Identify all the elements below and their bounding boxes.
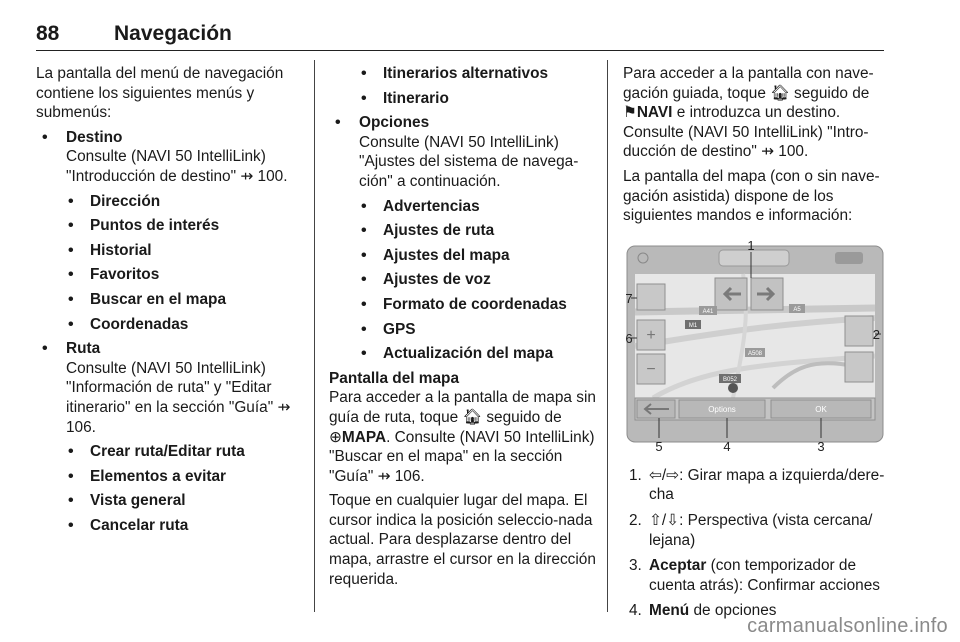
callout-7: 7 — [625, 290, 633, 306]
home-icon: 🏠︎ — [770, 84, 790, 102]
callout-3: 3 — [817, 438, 825, 454]
submenu-item: • Ajustes de ruta — [329, 221, 597, 241]
page-header — [36, 22, 232, 46]
column-3 — [623, 64, 889, 627]
submenu-item: • Itinerarios alternativos — [329, 64, 597, 84]
svg-text:B052: B052 — [722, 376, 738, 383]
column-1 — [36, 64, 298, 540]
svg-text:Options: Options — [708, 404, 736, 414]
opciones-text: Consulte (NAVI 50 IntelliLink) "Ajustes del sistema de navega‐ción" a continuación. — [359, 133, 579, 190]
column-divider — [607, 60, 608, 612]
svg-text:A41: A41 — [702, 308, 714, 315]
map-screen-figure — [623, 238, 887, 456]
submenu-item: • Advertencias — [329, 197, 597, 217]
callout-6: 6 — [625, 330, 633, 346]
submenu-item: • GPS — [329, 320, 597, 340]
submenu-item: • Favoritos — [36, 265, 298, 285]
submenu-item: • Historial — [36, 241, 298, 261]
svg-text:OK: OK — [815, 404, 827, 414]
destino-text: Consulte (NAVI 50 IntelliLink) "Introducción de destino" ⇸ 100. — [66, 148, 288, 185]
submenu-item: • Dirección — [36, 192, 298, 212]
submenu-item: • Actualización del mapa — [329, 344, 597, 364]
page-title: Navegación — [114, 22, 232, 45]
callout-2: 2 — [872, 326, 880, 342]
submenu-item: • Vista general — [36, 491, 298, 511]
pantalla-paragraph-2: Toque en cualquier lugar del mapa. El cursor indica la posición seleccio‐nada actual. Para desplazarse dentro del mapa, arrastre el cursor en la dirección requerida. — [329, 492, 596, 588]
column-divider — [314, 60, 315, 612]
watermark: carmanualsonline.info — [747, 615, 948, 637]
submenu-item: • Crear ruta/Editar ruta — [36, 442, 298, 462]
submenu-item: • Formato de coordenadas — [329, 295, 597, 315]
page-number: 88 — [36, 22, 60, 45]
submenu-item: • Itinerario — [329, 89, 597, 109]
nav-paragraph-2: La pantalla del mapa (con o sin nave‐gación asistida) dispone de los siguientes mandos e información: — [623, 167, 880, 225]
svg-text:A5: A5 — [793, 306, 801, 313]
list-item: 4. Menú de opciones — [629, 602, 777, 620]
home-icon: 🏠︎ — [462, 408, 483, 426]
submenu-item: • Buscar en el mapa — [36, 290, 298, 310]
submenu-item: • Elementos a evitar — [36, 467, 298, 487]
list-item: 1. ⇦/⇨: Girar mapa a izquierda/dere‐cha — [629, 466, 885, 504]
submenu-item: • Coordenadas — [36, 315, 298, 335]
list-item: 2. ⇧/⇩: Perspectiva (vista cercana/ lejana) — [629, 511, 873, 549]
pantalla-paragraph-1: Para acceder a la pantalla de mapa sin guía de ruta, toque 🏠︎ seguido de ⊕MAPA. Consulte (NAVI 50 IntelliLink) "Buscar en el mapa" en la sección "Guía" ⇸ 106. — [329, 389, 596, 485]
menu-opciones: • Opciones — [329, 113, 597, 133]
map-screen-illustration — [623, 238, 887, 456]
intro-text: La pantalla del menú de navegación contiene los siguientes menús y submenús: — [36, 65, 284, 122]
navi-flag-icon: ⚑ — [623, 104, 637, 122]
submenu-item: • Puntos de interés — [36, 216, 298, 236]
svg-text:M1: M1 — [688, 322, 698, 329]
menu-ruta: • Ruta — [36, 339, 298, 359]
list-item: 3. Aceptar (con temporizador de cuenta atrás): Confirmar acciones — [629, 557, 880, 594]
callout-1: 1 — [747, 237, 755, 253]
menu-destino: • Destino — [36, 128, 298, 148]
svg-text:A508: A508 — [747, 350, 763, 357]
ruta-text: Consulte (NAVI 50 IntelliLink) "Información de ruta" y "Editar itinerario" en la sección "Guía" ⇸ 106. — [66, 359, 291, 436]
column-2 — [329, 64, 597, 594]
nav-paragraph-1: Para acceder a la pantalla con nave‐gación guiada, toque 🏠︎ seguido de ⚑NAVI e introduzca un destino. Consulte (NAVI 50 IntelliLink) "Intro‐ducción de destino" ⇸ 100. — [623, 65, 874, 161]
section-heading: Pantalla del mapa — [329, 369, 460, 387]
map-icon: ⊕ — [329, 428, 342, 446]
submenu-item: • Ajustes del mapa — [329, 246, 597, 266]
submenu-item: • Cancelar ruta — [36, 516, 298, 536]
header-rule — [36, 50, 884, 51]
callout-4: 4 — [723, 438, 731, 454]
callout-5: 5 — [655, 438, 663, 454]
submenu-item: • Ajustes de voz — [329, 270, 597, 290]
svg-text:+: + — [646, 326, 656, 344]
svg-text:−: − — [646, 360, 656, 378]
